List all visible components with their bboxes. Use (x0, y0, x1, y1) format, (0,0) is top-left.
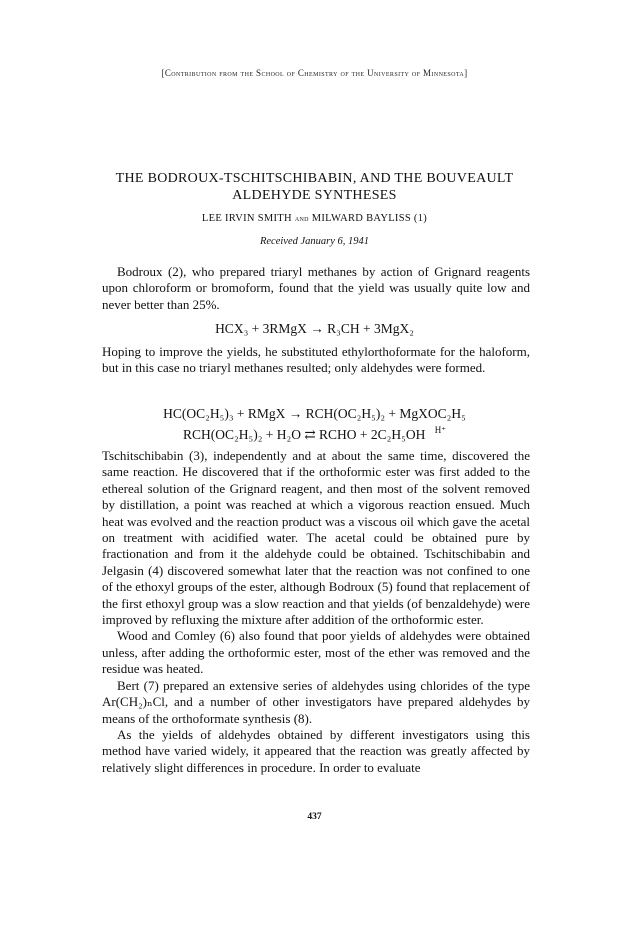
body-text-block (102, 448, 530, 776)
paragraph-1-block (102, 264, 530, 313)
received-date: Received January 6, 1941 (259, 236, 370, 247)
page-number: 437 (307, 812, 322, 822)
paragraph-1: Bodroux (2), who prepared triaryl methanes by action of Grignard reagents upon chloroform or bromoform, found that the yield was usually quite low and never better than 25%. (102, 264, 530, 312)
paragraph-2: Hoping to improve the yields, he substituted ethylorthoformate for the haloform, but in this case no triaryl methanes resulted; only aldehydes were formed. (102, 344, 530, 376)
paper-title (60, 170, 569, 204)
title-line-1: THE BODROUX-TSCHITSCHIBABIN, AND THE BOUVEAULT (115, 171, 514, 186)
equation-2 (60, 405, 569, 422)
paragraph-3: Tschitschibabin (3), independently and at about the same time, discovered the same reaction. He discovered that if the orthoformic ester was first added to the ethereal solution of the Grignard reagent, and then most of the solvent removed by distillation, a point was reached at which a vigorous reaction ensued. Much heat was evolved and the reaction product was a viscous oil which gave the acetal on treatment with acidified water. The acetal could be obtained pure by fractionation and from it the aldehyde could be obtained. Tschitschibabin and Jelgasin (4) discovered somewhat later that the reaction was not confined to one of the ethoxyl groups of the ester, although Bodroux (5) found that replacement of the first ethoxyl group was a slow reaction and that yields (of benzaldehyde) were improved by refluxing the mixture after addition of the orthoformic ester. (102, 448, 530, 628)
equation-3 (60, 422, 569, 443)
author-conjunction: and (294, 213, 309, 223)
author-line (0, 213, 629, 224)
paragraph-4: Wood and Comley (6) also found that poor yields of aldehydes were obtained unless, after adding the orthoformic ester, most of the ether was removed and the residue was heated. (102, 628, 530, 677)
equation-3-text: RCH(OC₂H₅)₂ + H₂O ⇄ RCHO + 2C₂H₅OH (183, 427, 426, 442)
author-2: MILWARD BAYLISS (1) (311, 213, 428, 224)
institution-header (0, 68, 629, 78)
title-line-2: ALDEHYDE SYNTHESES (232, 188, 397, 203)
paragraph-2-block (102, 344, 530, 377)
paragraph-6: As the yields of aldehydes obtained by different investigators using this method have varied widely, it appeared that the reaction was greatly affected by relatively slight differences in procedure. In order to evaluate (102, 726, 530, 775)
equation-2-text: HC(OC₂H₅)₃ + RMgX → RCH(OC₂H₅)₂ + MgXOC₂H₅ (163, 406, 466, 421)
institution-header-text: [Contribution from the School of Chemistry of the University of Minnesota] (161, 68, 468, 78)
author-1: LEE IRVIN SMITH (201, 213, 292, 224)
equation-1 (60, 320, 569, 337)
equation-3-catalyst: H⁺ (434, 425, 446, 435)
paragraph-5: Bert (7) prepared an extensive series of aldehydes using chlorides of the type Ar(CH₂)ₙCl, and a number of other investigators have prepared aldehydes by means of the orthoformate synthesis (8). (102, 677, 530, 726)
equation-1-text: HCX₃ + 3RMgX → R₃CH + 3MgX₂ (215, 321, 414, 336)
